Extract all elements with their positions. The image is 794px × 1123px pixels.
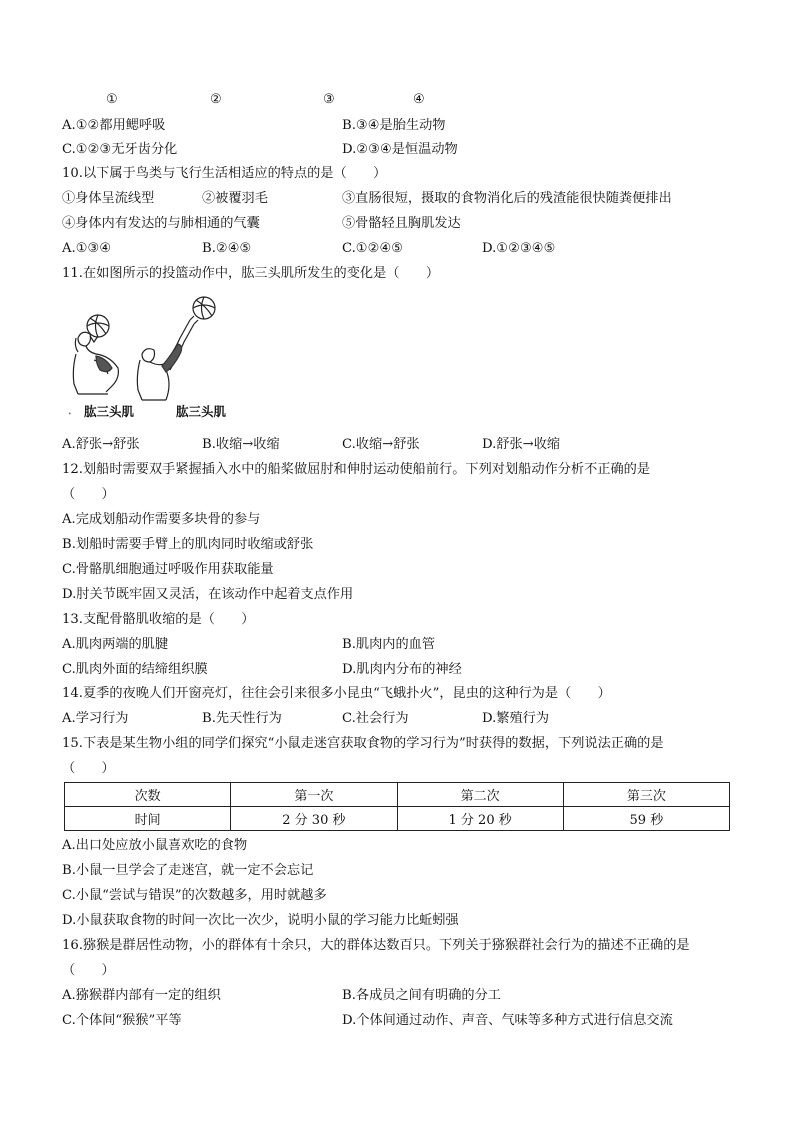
q14-option-c: C.社会行为 (342, 711, 409, 726)
figure-label-triceps-1: 肱三头肌 (84, 404, 135, 419)
q9-option-b: B.③④是胎生动物 (342, 118, 446, 133)
q11-option-b: B.收缩→收缩 (202, 437, 280, 452)
q10-option-a: A.①③④ (62, 241, 112, 256)
q15-paren: （ ） (62, 761, 115, 776)
table-row (65, 807, 730, 831)
q9-option-d: D.②③④是恒温动物 (342, 142, 458, 157)
figure-label-4: ④ (413, 92, 425, 107)
q10-option-d: D.①②③④⑤ (482, 241, 556, 256)
q16-option-a: A.猕猴群内部有一定的组织 (62, 988, 221, 1003)
q12-stem: 12.划船时需要双手紧握插入水中的船桨做屈肘和伸肘运动使船前行。下列对划船动作分析不正确的是 (62, 462, 651, 477)
q9-option-c: C.①②③无牙齿分化 (62, 142, 178, 157)
table-header-row (65, 783, 730, 807)
q10-item-2: ②被覆羽毛 (202, 191, 268, 206)
basketball-shot-figure (66, 294, 236, 422)
table-header-cell: 第三次 (563, 783, 729, 807)
q10-item-5: ⑤骨骼轻且胸肌发达 (342, 216, 461, 231)
table-cell: 59 秒 (563, 807, 729, 831)
q10-item-1: ①身体呈流线型 (62, 191, 155, 206)
q16-option-b: B.各成员之间有明确的分工 (342, 988, 501, 1003)
q10-option-b: B.②④⑤ (202, 241, 252, 256)
table-cell: 2 分 30 秒 (231, 807, 397, 831)
q13-option-b: B.肌肉内的血管 (342, 637, 436, 652)
figure-label-1: ① (106, 92, 118, 107)
table-header-cell: 第一次 (231, 783, 397, 807)
table-cell: 1 分 20 秒 (397, 807, 563, 831)
figure-label-3: ③ (323, 92, 335, 107)
q14-option-d: D.繁殖行为 (482, 711, 550, 726)
q13-option-d: D.肌肉内分布的神经 (342, 662, 462, 677)
q13-option-c: C.肌肉外面的结缔组织膜 (62, 662, 208, 677)
q14-option-b: B.先天性行为 (202, 711, 282, 726)
figure-label-2: ② (210, 92, 222, 107)
q12-option-c: C.骨骼肌细胞通过呼吸作用获取能量 (62, 562, 274, 577)
q15-option-b: B.小鼠一旦学会了走迷宫，就一定不会忘记 (62, 863, 314, 878)
q10-item-3: ③直肠很短，摄取的食物消化后的残渣能很快随粪便排出 (342, 191, 672, 206)
q11-option-a: A.舒张→舒张 (62, 437, 140, 452)
table-header-cell: 第二次 (397, 783, 563, 807)
maze-data-table (64, 782, 730, 831)
q13-stem: 13.支配骨骼肌收缩的是（ ） (62, 612, 255, 627)
q14-option-a: A.学习行为 (62, 711, 129, 726)
q12-option-d: D.肘关节既牢固又灵活，在该动作中起着支点作用 (62, 587, 354, 602)
q12-paren: （ ） (62, 487, 115, 502)
q15-option-c: C.小鼠“尝试与错误”的次数越多，用时就越多 (62, 888, 327, 903)
q16-paren: （ ） (62, 963, 115, 978)
q10-item-4: ④身体内有发达的与肺相通的气囊 (62, 216, 260, 231)
q15-option-a: A.出口处应放小鼠喜欢吃的食物 (62, 838, 248, 853)
q16-option-c: C.个体间“猴猴”平等 (62, 1013, 182, 1028)
q11-option-d: D.舒张→收缩 (482, 437, 561, 452)
q16-stem: 16.猕猴是群居性动物，小的群体有十余只，大的群体达数百只。下列关于猕猴群社会行为的描述不正确的是 (62, 938, 690, 953)
table-cell: 时间 (65, 807, 231, 831)
q12-option-b: B.划船时需要手臂上的肌肉同时收缩或舒张 (62, 537, 314, 552)
q13-option-a: A.肌肉两端的肌腱 (62, 637, 169, 652)
q9-option-a: A.①②都用鳃呼吸 (62, 118, 166, 133)
q10-option-c: C.①②④⑤ (342, 241, 404, 256)
q12-option-a: A.完成划船动作需要多块骨的参与 (62, 512, 261, 527)
figure-label-triceps-2: 肱三头肌 (176, 404, 227, 419)
q14-stem: 14.夏季的夜晚人们开窗亮灯，往往会引来很多小昆虫“飞蛾扑火”，昆虫的这种行为是（ ） (62, 686, 611, 701)
q15-stem: 15.下表是某生物小组的同学们探究“小鼠走迷宫获取食物的学习行为”时获得的数据，下列说法正确的是 (62, 736, 664, 751)
svg-text:•: • (68, 411, 72, 418)
table-header-cell: 次数 (65, 783, 231, 807)
q10-stem: 10.以下属于鸟类与飞行生活相适应的特点的是（ ） (62, 166, 387, 181)
q11-stem: 11.在如图所示的投篮动作中，肱三头肌所发生的变化是（ ） (62, 266, 440, 281)
q15-option-d: D.小鼠获取食物的时间一次比一次少，说明小鼠的学习能力比蚯蚓强 (62, 913, 459, 928)
q11-option-c: C.收缩→舒张 (342, 437, 420, 452)
q16-option-d: D.个体间通过动作、声音、气味等多种方式进行信息交流 (342, 1013, 673, 1028)
